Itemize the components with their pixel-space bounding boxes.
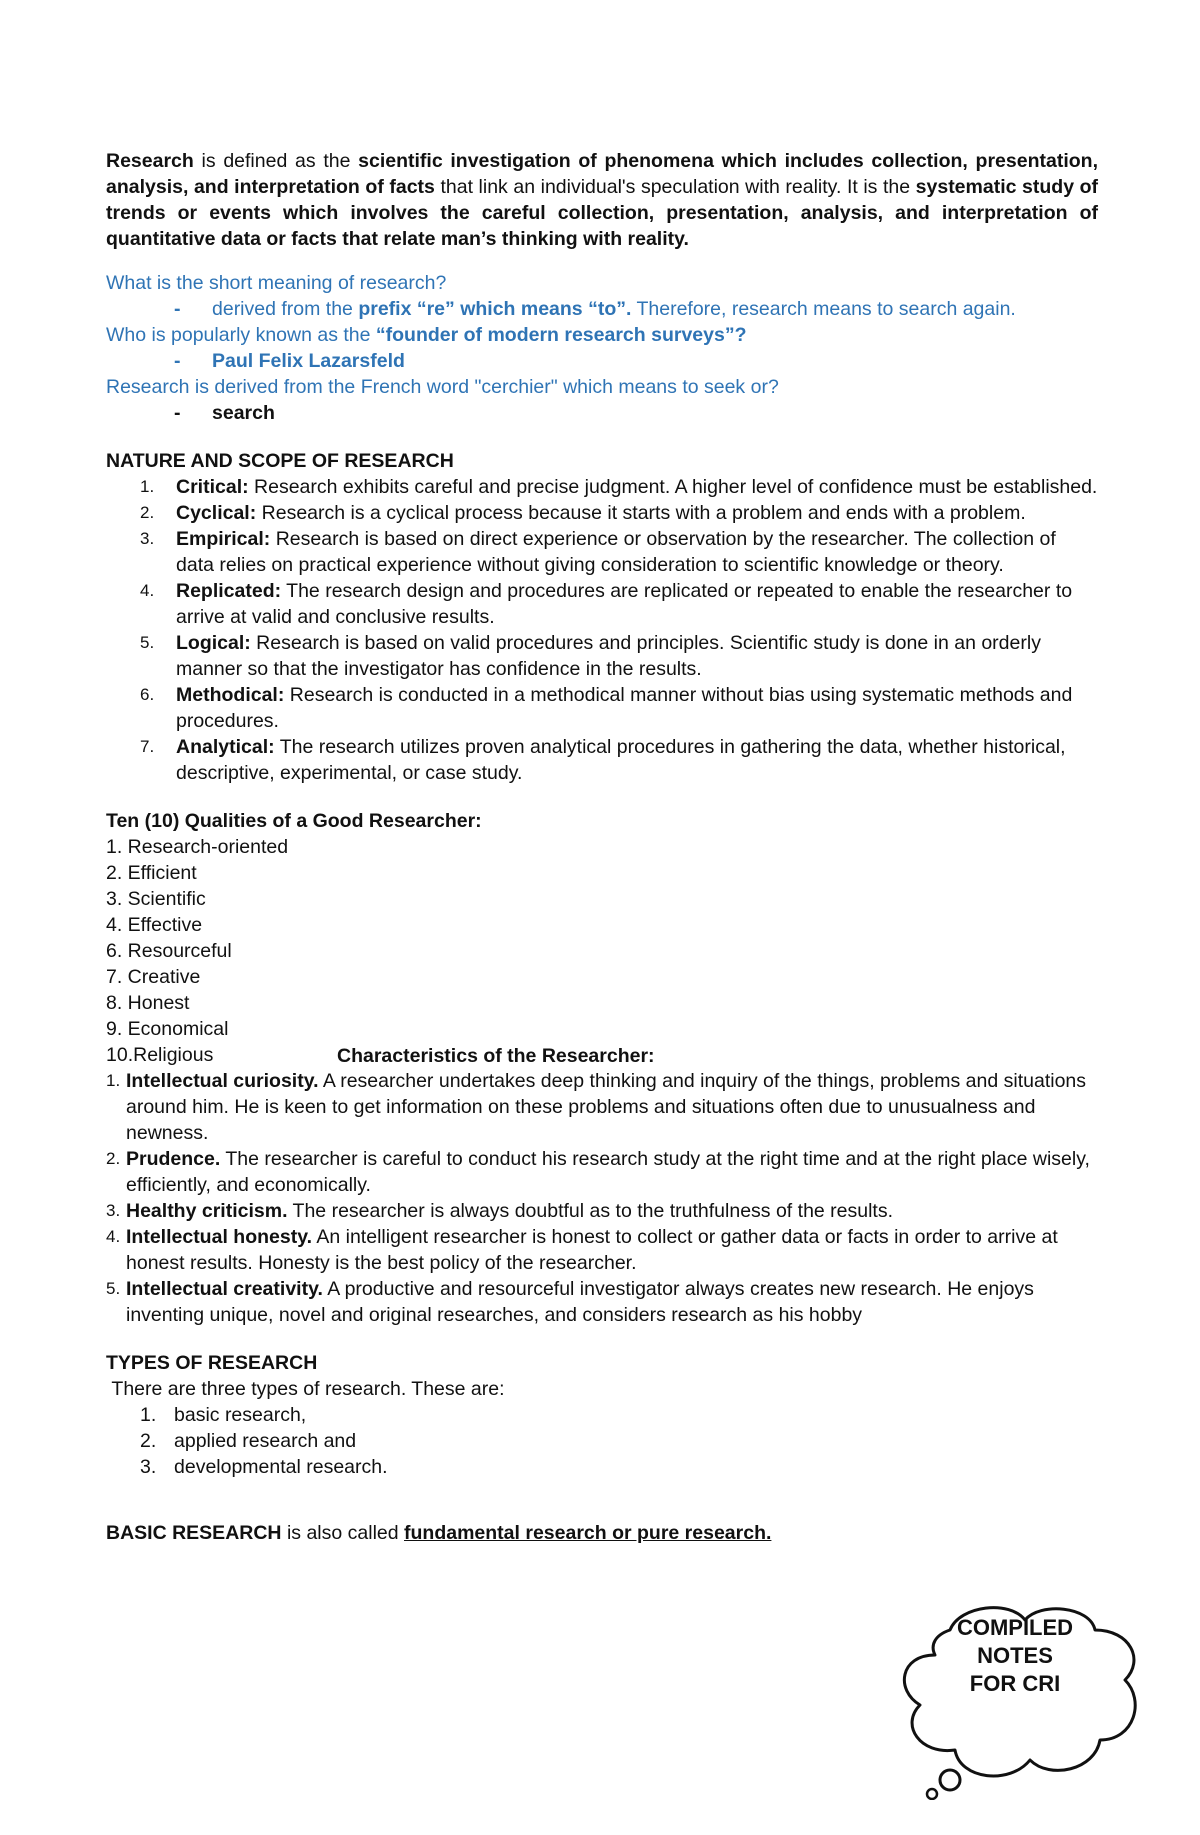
- question-derived: Research is derived from the French word "cerchier" which means to seek or?: [106, 376, 779, 398]
- list-item: 9. Economical: [106, 1018, 229, 1040]
- intro-term: Research: [106, 150, 194, 172]
- list-item: 7. Creative: [106, 966, 201, 988]
- list-item: 3. Scientific: [106, 888, 206, 910]
- intro-paragraph: Research is defined as the scientific investigation of phenomena which includes collection, presentation, analysis, and interpretation of facts that link an individual's speculation with reality. It is the systematic study of trends or events which involves the careful collection, presentation, analysis, and interpretation of quantitative data or facts that relate man’s thinking with reality.: [106, 150, 1098, 250]
- list-item: 2. Prudence. The researcher is careful to conduct his research study at the right time and at the right place wisely, efficiently, and economically.: [106, 1148, 1090, 1196]
- question-short-meaning: What is the short meaning of research?: [106, 272, 447, 294]
- question-founder: Who is popularly known as the “founder of modern research surveys”?: [106, 324, 747, 346]
- list-item: 1. Research-oriented: [106, 836, 289, 858]
- characteristics-list: [106, 1068, 1098, 1328]
- document-page: [106, 148, 1098, 1546]
- list-item: 6. Methodical: Research is conducted in a methodical manner without bias using systematic methods and procedures.: [140, 684, 1073, 732]
- list-item: 5. Intellectual creativity. A productive and resourceful investigator always creates new research. He enjoys inventing unique, novel and original researches, and considers research as his hobby: [106, 1278, 1034, 1326]
- list-item: 3. Healthy criticism. The researcher is always doubtful as to the truthfulness of the results.: [106, 1200, 894, 1222]
- types-heading: TYPES OF RESEARCH: [106, 1352, 318, 1374]
- list-item: 1. basic research,: [140, 1404, 307, 1426]
- list-item: 5. Logical: Research is based on valid procedures and principles. Scientific study is done in an orderly manner so that the investigator has confidence in the results.: [140, 632, 1041, 680]
- basic-research-paragraph: BASIC RESEARCH is also called fundamental research or pure research.: [106, 1522, 772, 1544]
- compiled-notes-thought-bubble: [890, 1600, 1150, 1800]
- list-item: 10.Religious: [106, 1044, 214, 1066]
- list-item: 6. Resourceful: [106, 940, 232, 962]
- nature-heading: NATURE AND SCOPE OF RESEARCH: [106, 450, 454, 472]
- list-item: 4. Replicated: The research design and procedures are replicated or repeated to enable the researcher to arrive at valid and conclusive results.: [140, 580, 1073, 628]
- list-item: 2. applied research and: [140, 1430, 357, 1452]
- list-item: 3. Empirical: Research is based on direct experience or observation by the researcher. The collection of data relies on practical experience without giving consideration to scientific knowledge or theory.: [140, 528, 1056, 576]
- list-item: 8. Honest: [106, 992, 190, 1014]
- answer-short-meaning: - derived from the prefix “re” which means “to”. Therefore, research means to search again.: [174, 298, 1016, 320]
- list-item: 3. developmental research.: [140, 1456, 388, 1478]
- qualities-last-row: [106, 1042, 1098, 1068]
- answer-founder: - Paul Felix Lazarsfeld: [174, 350, 405, 372]
- answer-derived: - search: [174, 402, 275, 424]
- list-item: 1. Critical: Research exhibits careful and precise judgment. A higher level of confidence must be established.: [140, 476, 1098, 498]
- list-item: 2. Efficient: [106, 862, 197, 884]
- list-item: 4. Effective: [106, 914, 203, 936]
- list-item: 7. Analytical: The research utilizes proven analytical procedures in gathering the data, whether historical, descriptive, experimental, or case study.: [140, 736, 1066, 784]
- qualities-list: [106, 834, 1098, 1068]
- qualities-heading: Ten (10) Qualities of a Good Researcher:: [106, 810, 482, 832]
- types-list: [106, 1402, 1098, 1480]
- characteristics-heading: Characteristics of the Researcher:: [337, 1045, 655, 1067]
- stamp-text: COMPILED NOTES FOR CRI: [956, 1615, 1074, 1696]
- types-intro: There are three types of research. These are:: [111, 1378, 505, 1400]
- nature-list: [106, 474, 1098, 786]
- list-item: 1. Intellectual curiosity. A researcher undertakes deep thinking and inquiry of the things, problems and situations around him. He is keen to get information on these problems and situations often due to unusualness and newness.: [106, 1070, 1087, 1144]
- list-item: 2. Cyclical: Research is a cyclical process because it starts with a problem and ends with a problem.: [140, 502, 1026, 524]
- list-item: 4. Intellectual honesty. An intelligent researcher is honest to collect or gather data or facts in order to arrive at honest results. Honesty is the best policy of the researcher.: [106, 1226, 1058, 1274]
